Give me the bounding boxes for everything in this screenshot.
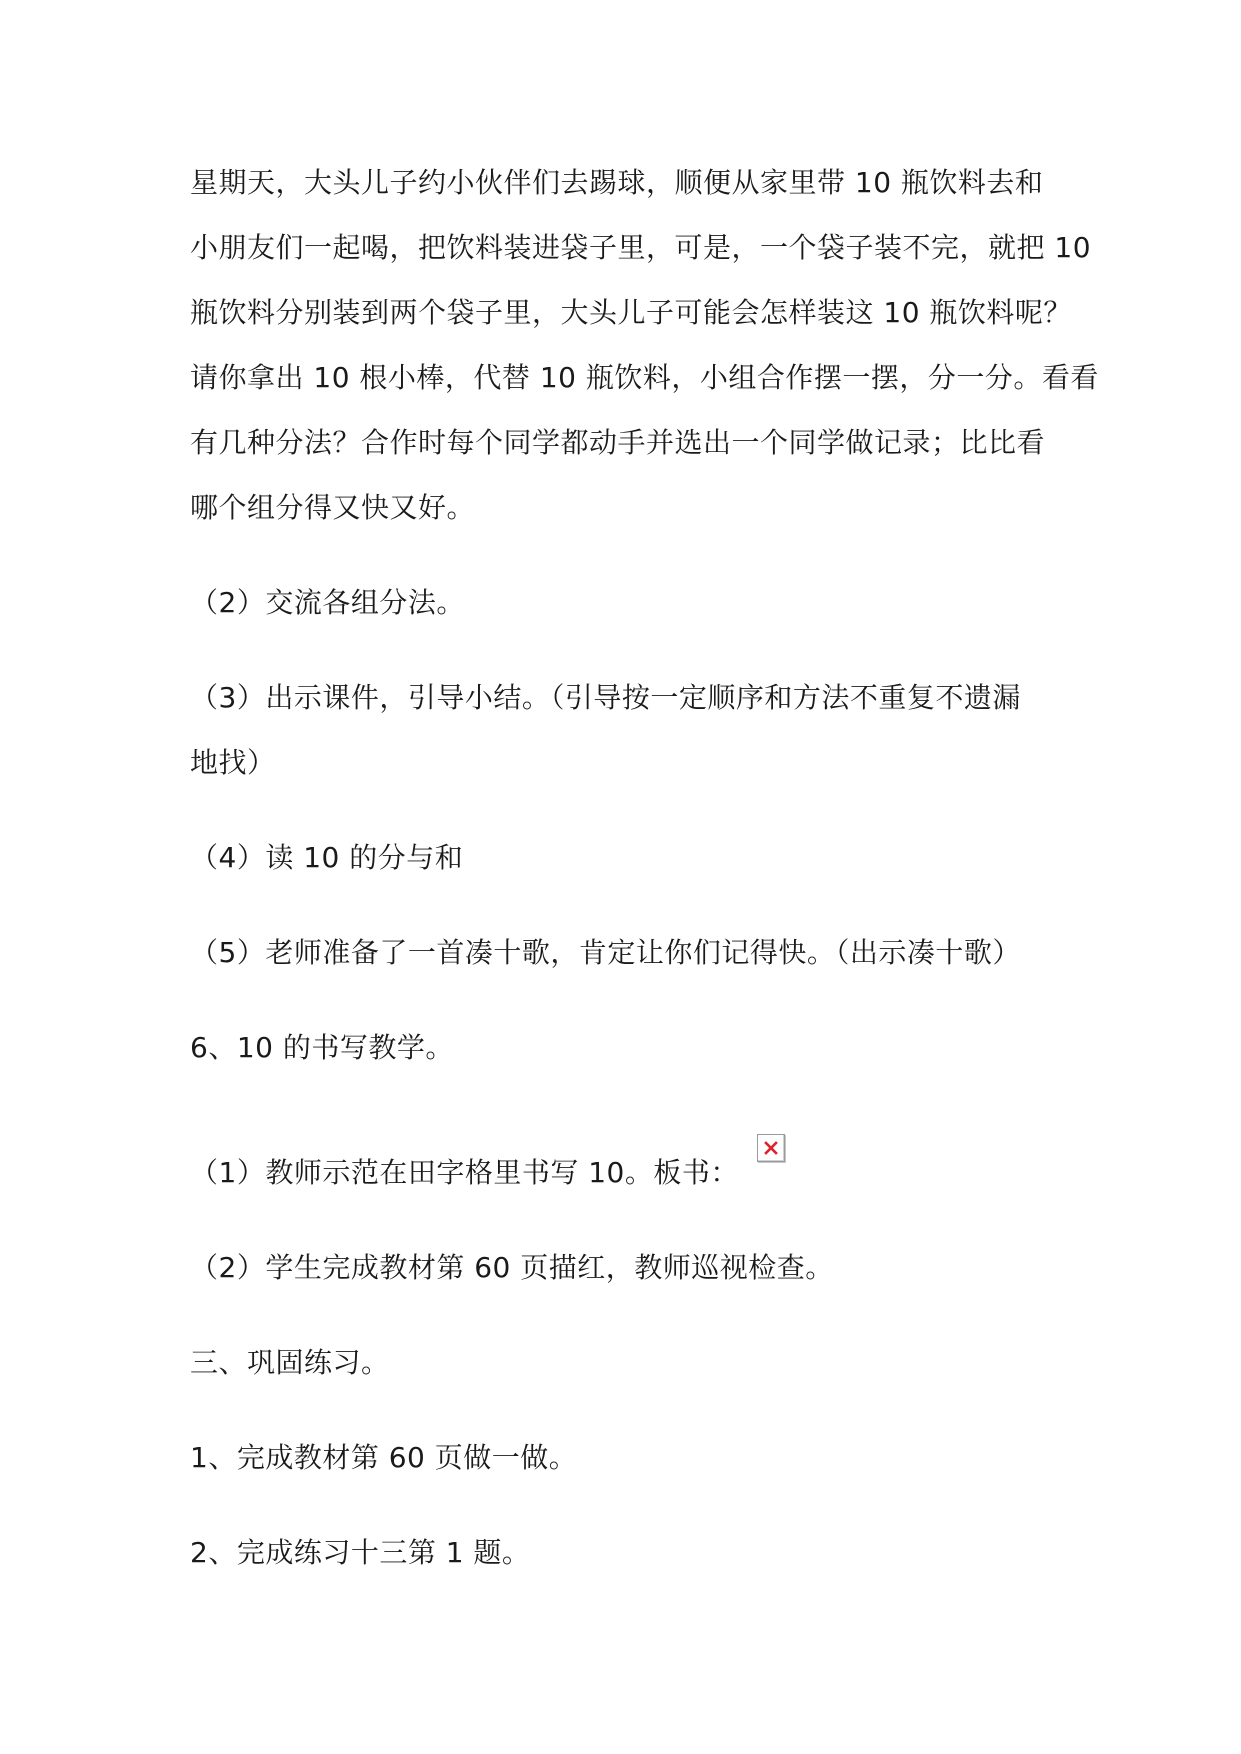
exercise-item-1: 1、完成教材第 60 页做一做。 [190,1441,578,1474]
section-writing-teaching: 6、10 的书写教学。 [190,1031,454,1064]
step-make-ten-song: （5）老师准备了一首凑十歌，肯定让你们记得快。（出示凑十歌） [190,936,1021,969]
paragraph-line: 小朋友们一起喝，把饮料装进袋子里，可是，一个袋子装不完，就把 10 [190,231,1092,264]
paragraph-line: 请你拿出 10 根小棒，代替 10 瓶饮料，小组合作摆一摆，分一分。看看 [190,361,1099,394]
paragraph-line: 哪个组分得又快又好。 [190,491,476,524]
step-teacher-demo: （1）教师示范在田字格里书写 10。板书： [190,1156,739,1189]
step-show-courseware-cont: 地找） [190,746,276,779]
paragraph-line: 有几种分法？合作时每个同学都动手并选出一个同学做记录；比比看 [190,426,1046,459]
paragraph-line: 瓶饮料分别装到两个袋子里，大头儿子可能会怎样装这 10 瓶饮料呢？ [190,296,1072,329]
broken-image-icon [757,1134,785,1162]
section-consolidation: 三、巩固练习。 [190,1346,390,1379]
step-exchange-methods: （2）交流各组分法。 [190,586,465,619]
close-x-icon [764,1141,778,1155]
step-show-courseware: （3）出示课件，引导小结。（引导按一定顺序和方法不重复不遗漏 [190,681,1021,714]
exercise-item-2: 2、完成练习十三第 1 题。 [190,1536,531,1569]
paragraph-line: 星期天，大头儿子约小伙伴们去踢球，顺便从家里带 10 瓶饮料去和 [190,166,1044,199]
step-read-decomposition: （4）读 10 的分与和 [190,841,464,874]
step-student-tracing: （2）学生完成教材第 60 页描红，教师巡视检查。 [190,1251,834,1284]
